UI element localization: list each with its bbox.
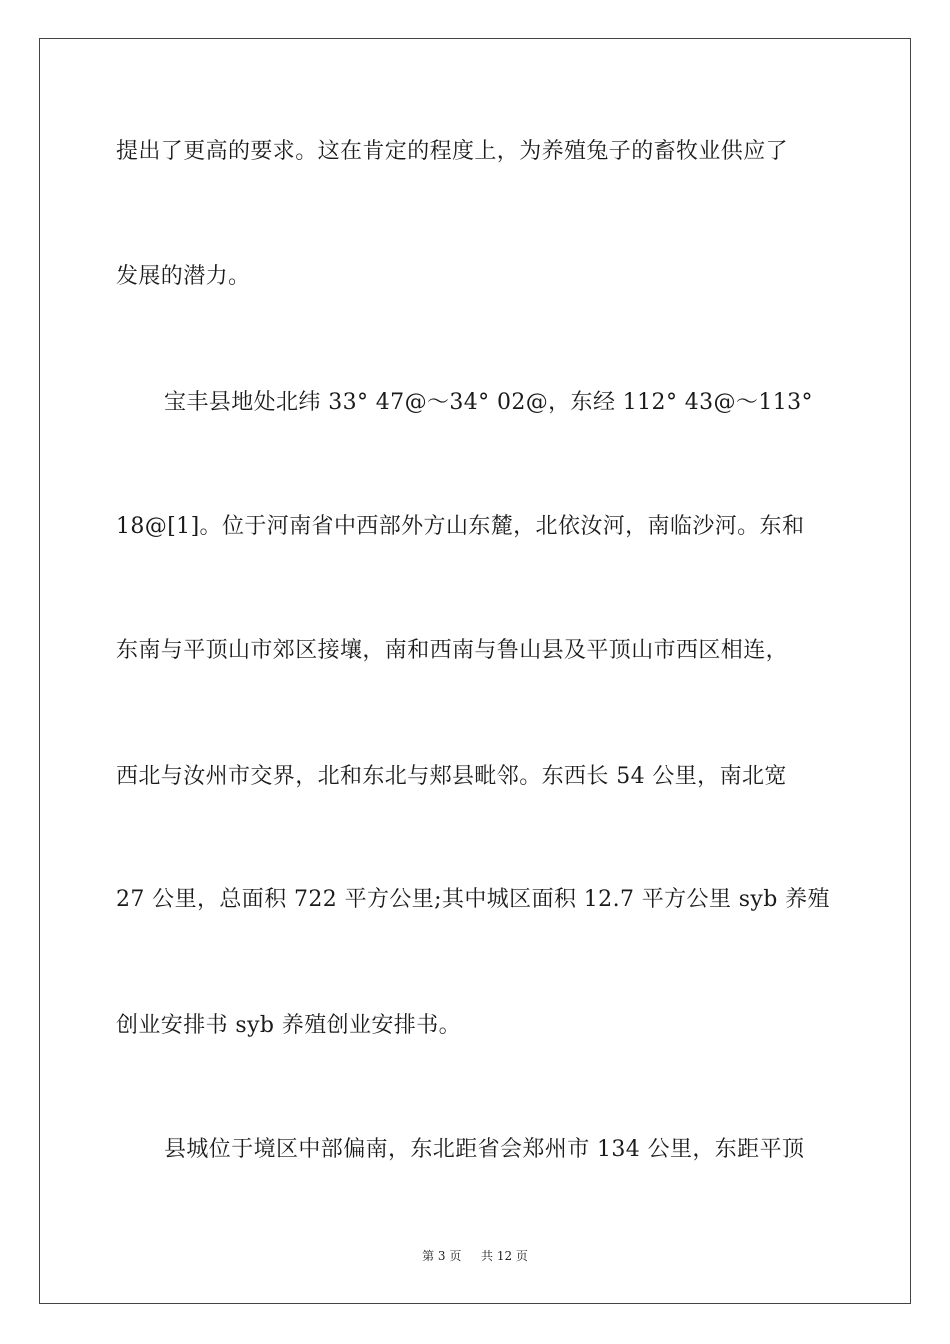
text-line-1: 提出了更高的要求。这在肯定的程度上，为养殖兔子的畜牧业供应了	[116, 139, 789, 164]
text-line-2: 发展的潜力。	[116, 264, 251, 289]
text-line-8: 创业安排书 syb 养殖创业安排书。	[116, 1013, 461, 1038]
text-line-3: 宝丰县地处北纬 33° 47@～34° 02@，东经 112° 43@～113°	[164, 390, 813, 415]
page-footer	[0, 1247, 950, 1264]
text-line-9: 县城位于境区中部偏南，东北距省会郑州市 134 公里，东距平顶	[164, 1137, 805, 1162]
text-line-5: 东南与平顶山市郊区接壤，南和西南与鲁山县及平顶山市西区相连，	[116, 638, 789, 663]
page-border	[39, 38, 911, 1304]
text-line-7: 27 公里，总面积 722 平方公里;其中城区面积 12.7 平方公里 syb 养殖	[116, 887, 830, 912]
text-line-4: 18@[1]。位于河南省中西部外方山东麓，北依汝河，南临沙河。东和	[116, 514, 805, 539]
page-number: 第 3 页	[422, 1249, 462, 1263]
total-pages: 共 12 页	[481, 1249, 528, 1263]
text-line-6: 西北与汝州市交界，北和东北与郏县毗邻。东西长 54 公里，南北宽	[116, 764, 787, 789]
